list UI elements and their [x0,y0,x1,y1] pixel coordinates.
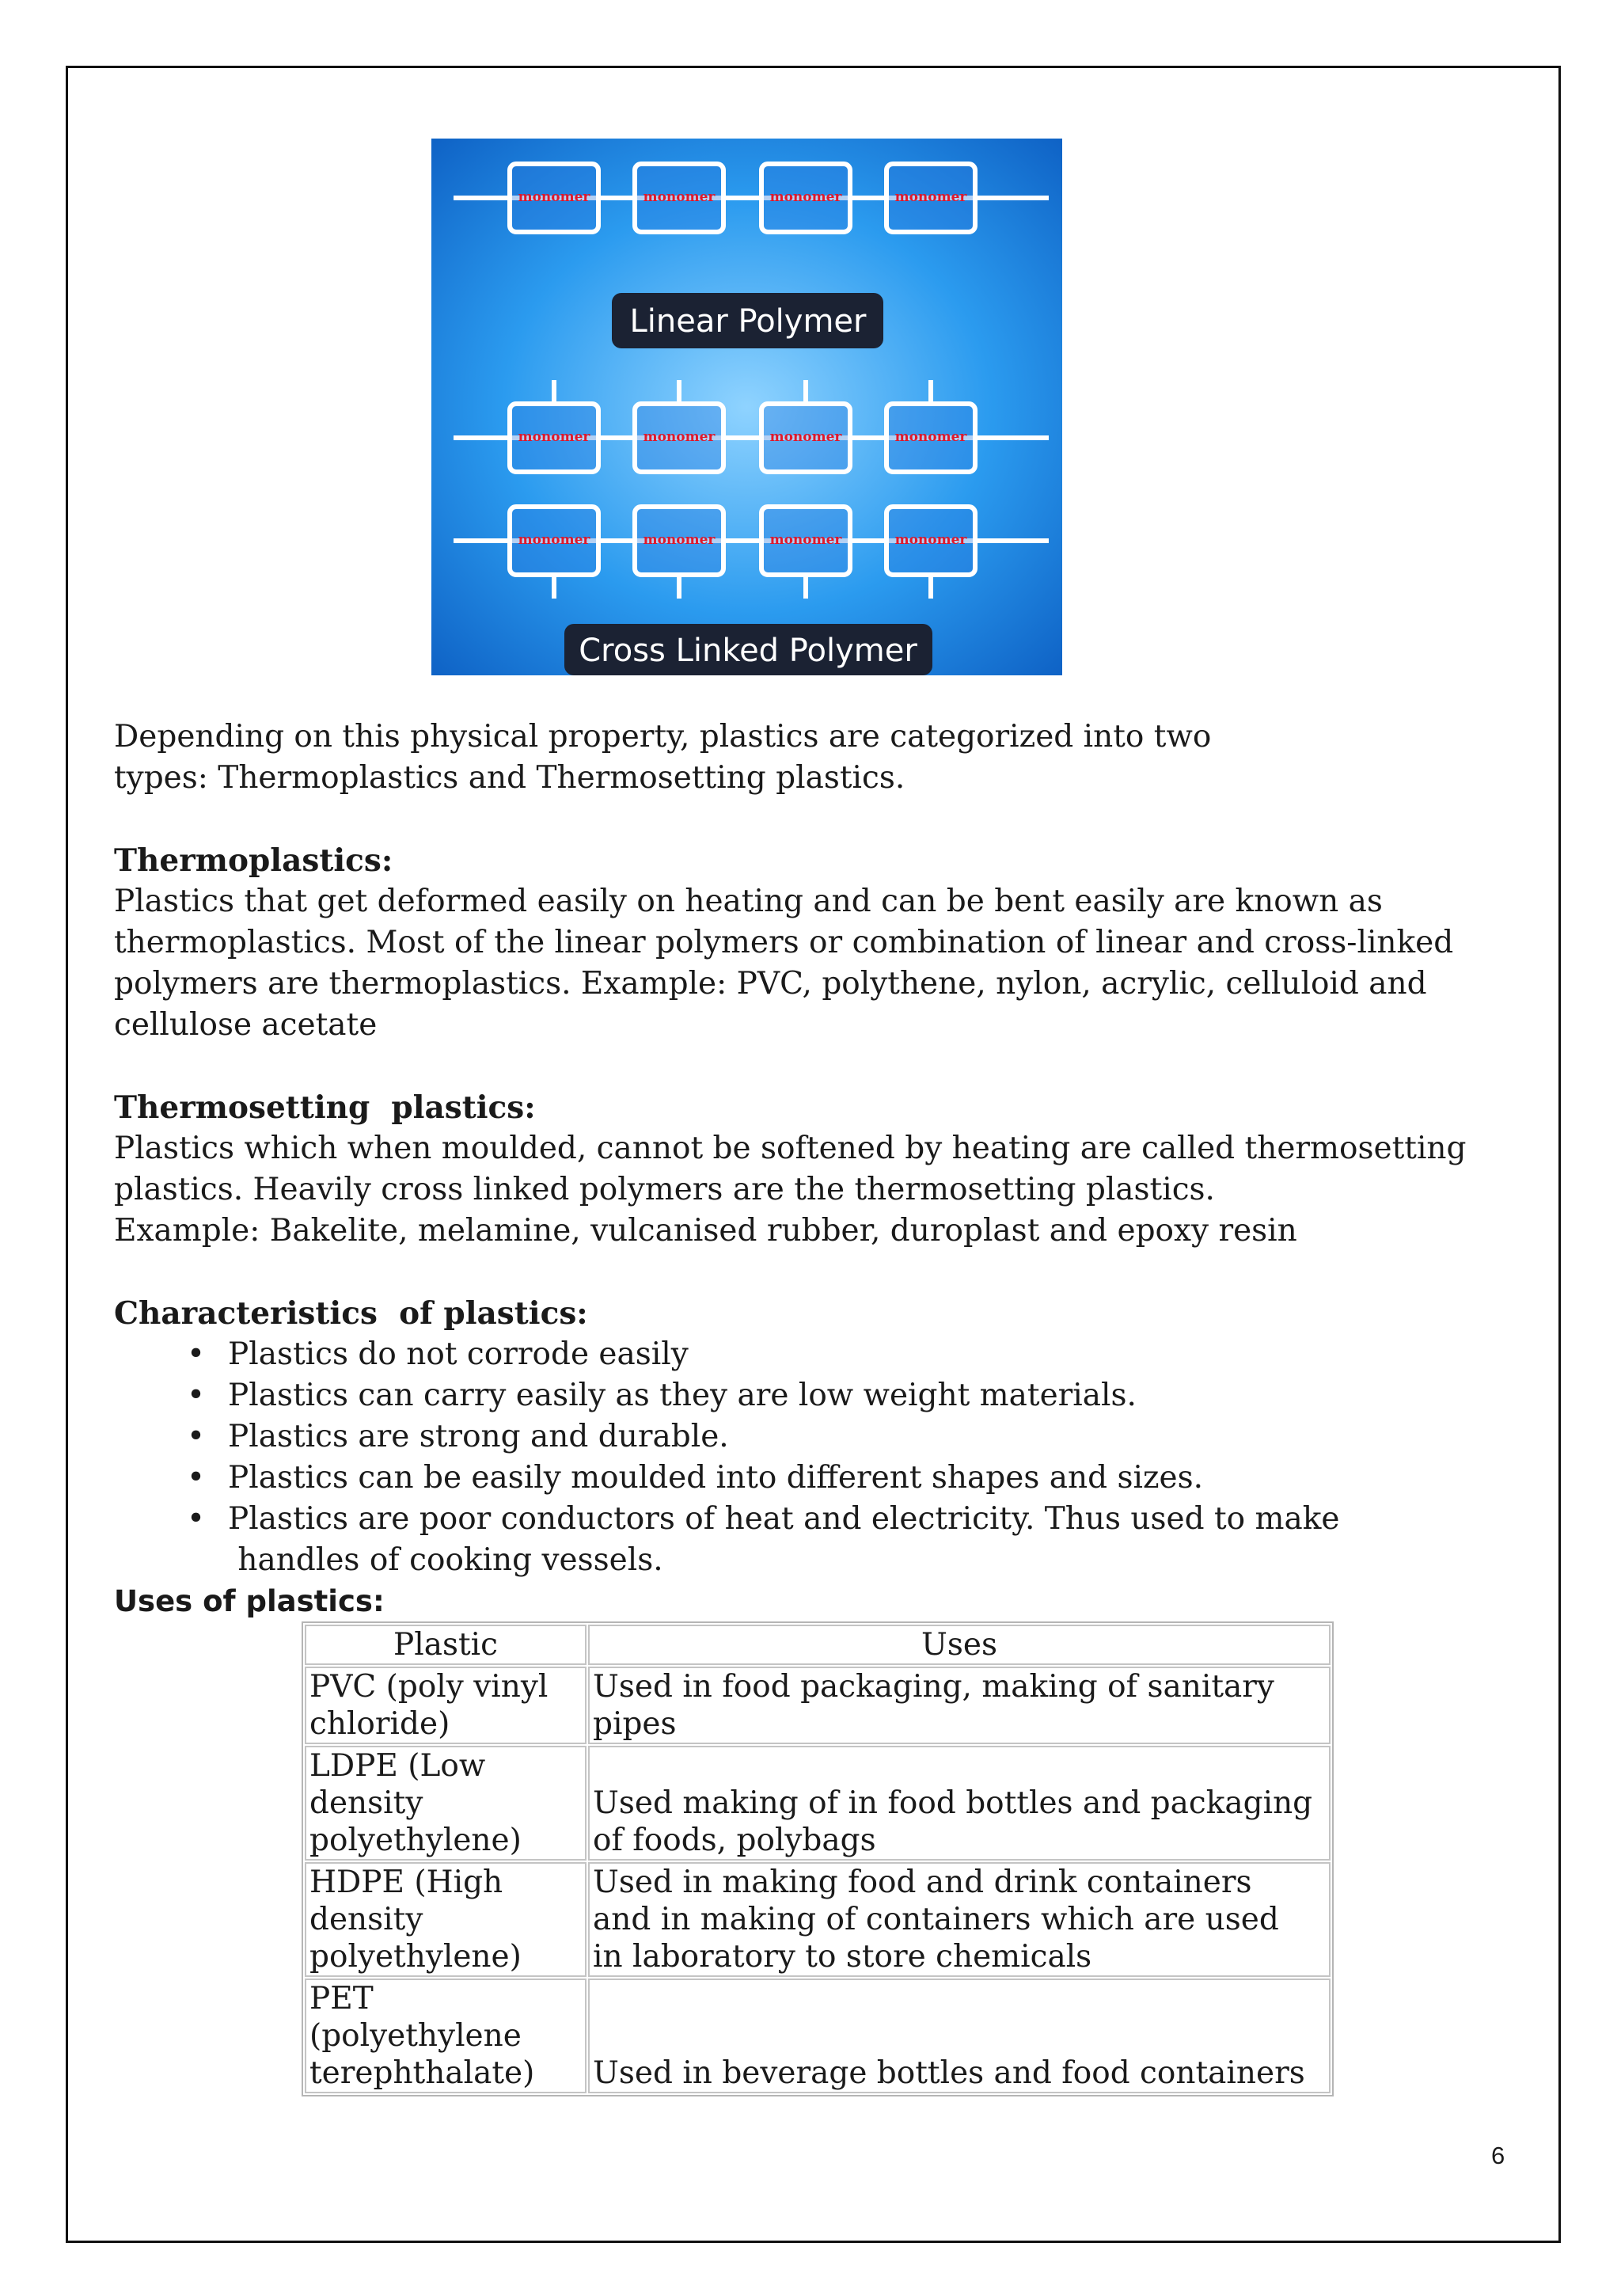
page-number: 6 [1491,2142,1505,2169]
monomer-label: monomer [894,189,967,205]
thermoplastics-heading: Thermoplastics: [114,842,393,879]
linear-caption: Linear Polymer [629,303,867,340]
plastic-cell: HDPE (High density polyethylene) [305,1862,587,1977]
bullet-icon: • [187,1378,206,1413]
plastic-cell: PET (polyethylene terephthalate) [305,1979,587,2093]
plastic-cell: PVC (poly vinyl chloride) [305,1667,587,1744]
polymer-structure-diagram [431,139,1062,675]
table-header-row [305,1625,1331,1665]
table-row [305,1862,1331,1977]
cross-caption: Cross Linked Polymer [579,633,917,669]
thermoplastics-paragraph: Plastics that get deformed easily on heating and can be bent easily are known as thermoplastics. Most of the linear polymers or combination of linear and cross-linked polymers are thermoplastics. Example: PVC, polythene, nylon, acrylic, celluloid and cellulose acetate [114,884,1454,1043]
table-row [305,1667,1331,1744]
monomer-label: monomer [518,429,590,445]
monomer-label: monomer [643,532,716,548]
monomer-label: monomer [769,189,842,205]
bullet-icon: • [187,1419,206,1454]
characteristics-heading: Characteristics of plastics: [114,1295,588,1332]
monomer-label: monomer [518,532,590,548]
bullet-icon: • [187,1460,206,1496]
intro-paragraph: Depending on this physical property, plastics are categorized into two types: Thermoplastics and Thermosetting plastics. [114,719,1212,796]
uses-cell: Used in making food and drink containers and in making of containers which are used in laboratory to store chemicals [588,1862,1331,1977]
list-item: • Plastics can be easily moulded into different shapes and sizes. [184,1458,1450,1499]
monomer-label: monomer [894,429,967,445]
plastic-cell: LDPE (Low density polyethylene) [305,1746,587,1861]
uses-heading: Uses of plastics: [114,1584,385,1618]
characteristics-list [184,1334,1450,1581]
uses-table [302,1621,1334,2096]
uses-cell: Used making of in food bottles and packaging of foods, polybags [588,1746,1331,1861]
monomer-label: monomer [643,189,716,205]
list-item: • Plastics are poor conductors of heat and electricity. Thus used to make handles of cooking vessels. [184,1499,1450,1581]
monomer-label: monomer [894,532,967,548]
monomer-label: monomer [643,429,716,445]
thermosetting-heading: Thermosetting plastics: [114,1089,536,1126]
column-header-plastic: Plastic [305,1625,587,1665]
table-row [305,1979,1331,2093]
list-item: • Plastics do not corrode easily [184,1334,1450,1375]
monomer-label: monomer [769,532,842,548]
table-row [305,1746,1331,1861]
bullet-icon: • [187,1336,206,1372]
thermosetting-paragraph: Plastics which when moulded, cannot be softened by heating are called thermosetting plastics. Heavily cross linked polymers are the thermosetting plastics. Example: Bakelite, melamine, vulcanised rubber, duroplast and epoxy resin [114,1131,1467,1249]
uses-cell: Used in food packaging, making of sanitary pipes [588,1667,1331,1744]
list-item: • Plastics can carry easily as they are low weight materials. [184,1375,1450,1416]
monomer-label: monomer [769,429,842,445]
monomer-label: monomer [518,189,590,205]
list-item: • Plastics are strong and durable. [184,1416,1450,1458]
uses-cell: Used in beverage bottles and food containers [588,1979,1331,2093]
column-header-uses: Uses [588,1625,1331,1665]
bullet-icon: • [187,1501,206,1537]
